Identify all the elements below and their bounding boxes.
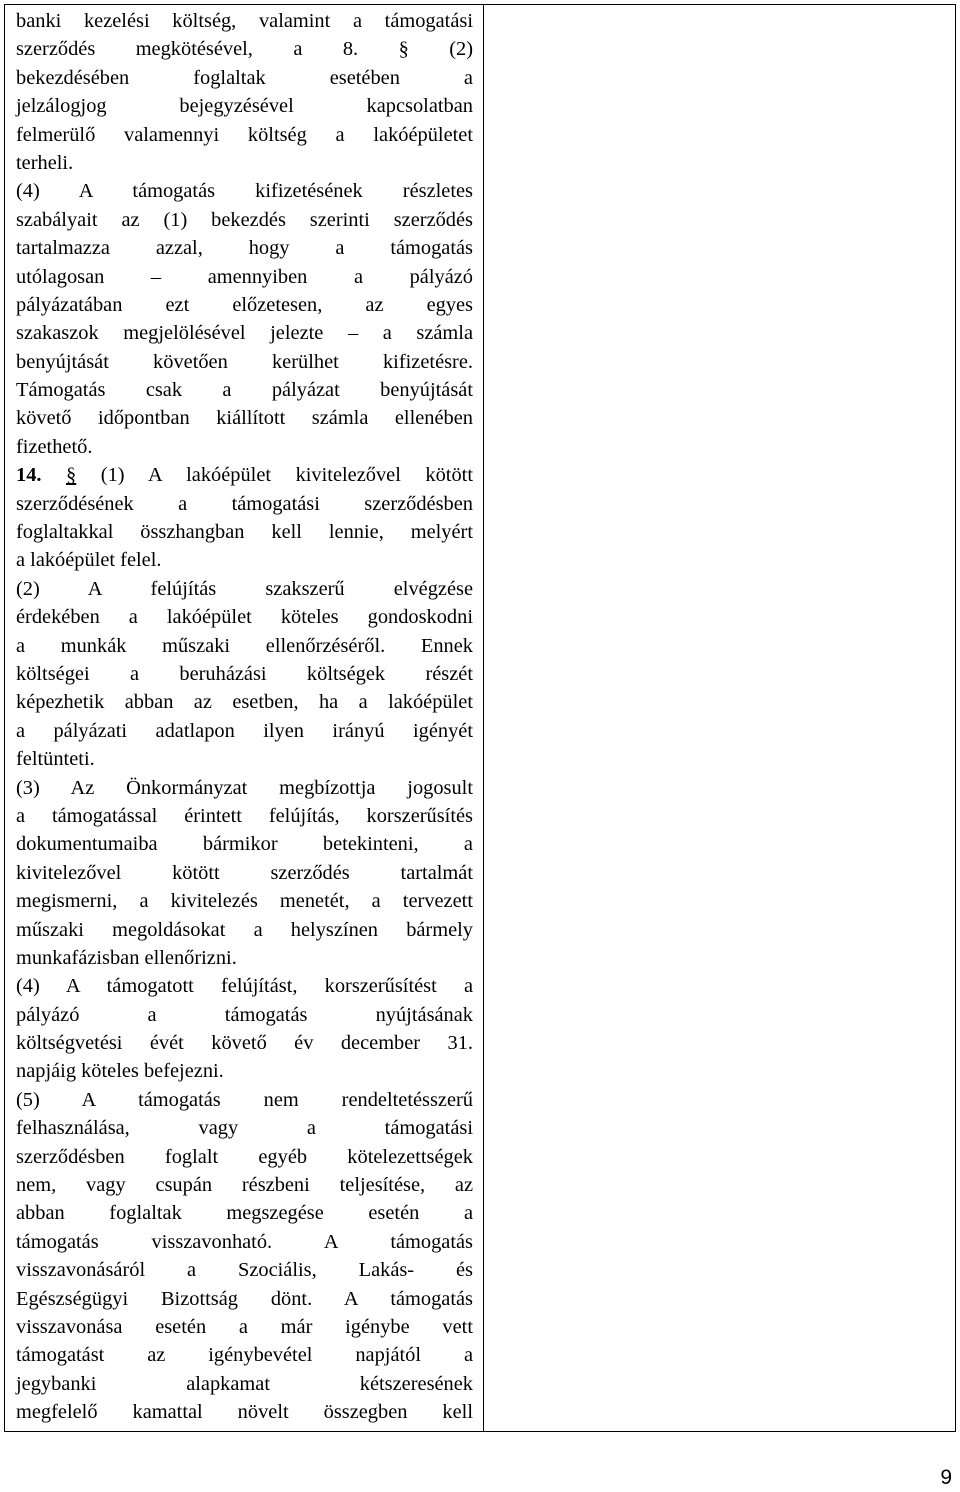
text-line: támogatást az igénybevétel napjától a: [16, 1344, 473, 1367]
text-line: érdekében a lakóépület köteles gondoskodni: [16, 606, 473, 629]
text-line: Támogatás csak a pályázat benyújtását: [16, 379, 473, 402]
text-line: Egészségügyi Bizottság dönt. A támogatás: [16, 1287, 473, 1310]
section-number: 14.: [16, 464, 42, 487]
text-line: támogatás visszavonható. A támogatás: [16, 1230, 473, 1253]
text-line: a munkák műszaki ellenőrzéséről. Ennek: [16, 634, 473, 657]
text-line: banki kezelési költség, valamint a támogatási: [16, 10, 473, 32]
text-line: szabályait az (1) bekezdés szerinti szerződés: [16, 208, 473, 231]
text-line: szerződésben foglalt egyéb kötelezettségek: [16, 1145, 473, 1168]
text-line: benyújtását követően kerülhet kifizetésre.: [16, 350, 473, 373]
text-line: visszavonása esetén a már igénybe vett: [16, 1315, 473, 1338]
section-text: (1) A lakóépület kivitelezővel kötött: [100, 464, 473, 487]
text-line: visszavonásáról a Szociális, Lakás- és: [16, 1259, 473, 1282]
text-line: bekezdésében foglaltak esetében a: [16, 66, 473, 89]
text-line: (5) A támogatás nem rendeltetésszerű: [16, 1088, 473, 1111]
text-line: képezhetik abban az esetben, ha a lakóépület: [16, 691, 473, 714]
text-line: megfelelő kamattal növelt összegben kell: [16, 1401, 473, 1424]
text-line: pályázatában ezt előzetesen, az egyes: [16, 293, 473, 316]
page-number: 9: [940, 1466, 952, 1489]
section-sign: §: [66, 464, 77, 487]
text-line: fizethető.: [16, 435, 93, 458]
text-line: költségei a beruházási költségek részét: [16, 662, 473, 685]
text-line: költségvetési évét követő év december 31.: [16, 1032, 473, 1055]
text-line: műszaki megoldásokat a helyszínen bármely: [16, 918, 473, 941]
text-line: megismerni, a kivitelezés menetét, a tervezett: [16, 890, 473, 913]
text-line: kivitelezővel kötött szerződés tartalmát: [16, 861, 473, 884]
text-line: abban foglaltak megszegése esetén a: [16, 1202, 473, 1225]
text-line: foglaltakkal összhangban kell lennie, melyért: [16, 521, 473, 544]
text-line: [16, 461, 473, 489]
text-line: feltünteti.: [16, 748, 95, 771]
text-line: szakaszok megjelölésével jelezte – a számla: [16, 322, 473, 345]
column-divider: [483, 5, 484, 1431]
text-line: pályázó a támogatás nyújtásának: [16, 1003, 473, 1026]
text-line: felmerülő valamennyi költség a lakóépületet: [16, 123, 473, 146]
text-line: dokumentumaiba bármikor betekinteni, a: [16, 833, 473, 856]
text-line: (2) A felújítás szakszerű elvégzése: [16, 577, 473, 600]
text-line: a támogatással érintett felújítás, korszerűsítés: [16, 804, 473, 827]
text-line: felhasználása, vagy a támogatási: [16, 1117, 473, 1140]
text-line: napjáig köteles befejezni.: [16, 1060, 224, 1083]
text-line: (4) A támogatott felújítást, korszerűsítést a: [16, 975, 473, 998]
text-line: jelzálogjog bejegyzésével kapcsolatban: [16, 95, 473, 118]
left-column-text: [16, 7, 473, 1427]
text-line: (3) Az Önkormányzat megbízottja jogosult: [16, 776, 473, 799]
text-line: követő időpontban kiállított számla ellenében: [16, 407, 473, 430]
text-line: a lakóépület felel.: [16, 549, 162, 572]
text-line: szerződés megkötésével, a 8. § (2): [16, 38, 473, 61]
text-line: a pályázati adatlapon ilyen irányú igényét: [16, 719, 473, 742]
text-line: munkafázisban ellenőrizni.: [16, 946, 237, 969]
text-line: nem, vagy csupán részbeni teljesítése, az: [16, 1174, 473, 1197]
text-line: jegybanki alapkamat kétszeresének: [16, 1372, 473, 1395]
text-line: utólagosan – amennyiben a pályázó: [16, 265, 473, 288]
document-table: [4, 4, 956, 1432]
text-line: (4) A támogatás kifizetésének részletes: [16, 180, 473, 203]
text-line: szerződésének a támogatási szerződésben: [16, 492, 473, 515]
text-line: terheli.: [16, 151, 74, 174]
text-line: tartalmazza azzal, hogy a támogatás: [16, 237, 473, 260]
